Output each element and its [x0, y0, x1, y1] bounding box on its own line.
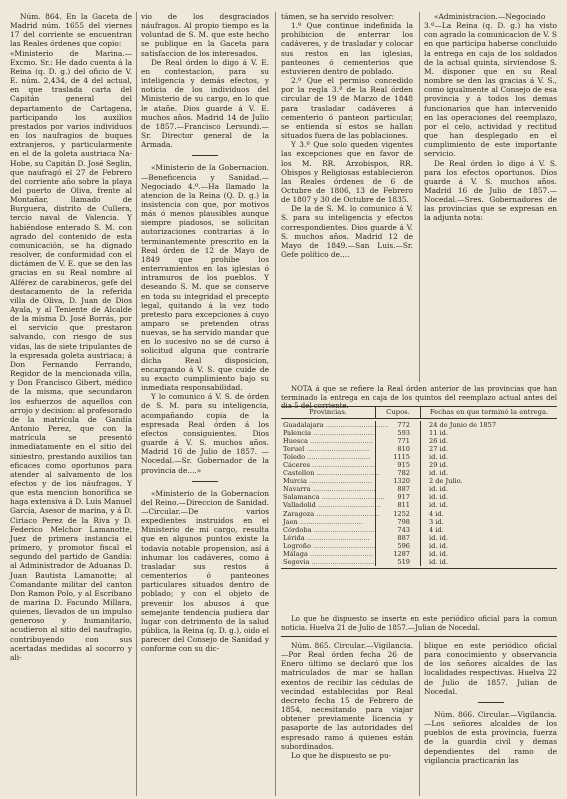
cell-provincia: Zaragoza ..............................	[283, 509, 380, 518]
cell-provincia: Cáceres ..............................	[283, 461, 375, 470]
cell-cupo: 519	[397, 557, 410, 566]
paragraph: «Ministerio de la Gobernacion del Reino.—Direccion de Sanidad.—Circular.—De varios expedientes instruidos en el Ministerio de mi cargo, resulta que en algunos puntos existe la todavía notable propension, así á inhumar los cadáveres, como á trasladar sus restos á cementerios ó panteones particulares situados dentro de poblado; y con el objeto de prevenir los abusos á que semejante tendencia pudiera dar lugar con detrimento de la salud pública, la Reina (q. D. g.), oido el parecer del Consejo de Sanidad y conforme con su dic-	[141, 488, 269, 654]
cell-cupo: 771	[397, 437, 410, 446]
paragraph: «Ministerio de Marina.— Excmo. Sr.: He dado cuenta á la Reina (q. D. g.) del oficio de V. E. núm. 2,434, de 4 del actual, en que traslada carta del Capitán general del departamento de Cartagena, participando los auxilios prestados por varios individuos en los naufragios de buques extranjeros, y particularmente en el de la goleta austriaca Na-Hobe, su Capitán D. José Seglin, que naufragó el 27 de Febrero del corriente año sobre la playa del puerto de Oliva, frente al Montañar, llamado de Burguera, distrito de Cullera, tercio naval de Valencia. Y habiéndose enterado S. M. con agrado del contenido de esta comunicación, se ha dignado resolver, de conformidad con el dictámen de V. E. que se den las gracias en su Real nombre al Alférez de carabineros, gefe del destacamento de la referida villa de Oliva, D. Juan de Dios Ayala, y al Teniente de Alcalde de la misma D. José Borrás, por el servicio que prestaron salvando, con riesgo de sus vidas, las de siete tripulantes de la espresada goleta austriaca; á Don Fernando Ferrando, Regidor de la mencionada villa, y Don Francisco Gibert, médico de la misma, que secundaron los esfuerzos de aquellos con arrojo y decision: al profesorado de la matrícula de Gandía Antonio Perez, que con la matrícula se presentó inmediatamente en el sitio del siniestro, prestando auxilios tan eficaces como oportunos para atender al salvamento de los efectos y de los náufragos. Y que esta mencion honorífica se haga extensiva á D. Luis Manuel García, Asesor de marina, y á D. Ciriaco Perez de la Riva y D. Federico Melchor Lamanotte, Juez de primera instancia el primero, y promotor fiscal el segundo del partido de Gandía: al Administrador de Aduanas D. Juan Bautista Lamanotte; al Comandante militar del canton Don Ramon Polo, y al Escribano de marina D. Facundo Millara, quienes, llevados de un impulso generoso y humanitario, acudieron al sitio del naufragio, contribuyendo con sus acertadas medidas al socorro y ali-	[10, 48, 132, 662]
cell-cupo: 810	[397, 445, 410, 454]
article-separator	[192, 155, 218, 156]
cell-cupo: 1115	[393, 453, 410, 462]
paragraph: Y lo comunico á V. S. de órden de S. M. para su inteligencia, acompañando copia de la espresada Real órden á los efectos consiguientes. Dios guarde á V. S. muchos años. Madrid 16 de Julio de 1857. —Nocedal.—Sr. Gobernador de la provincia de....»	[141, 392, 269, 475]
paragraph: Núm. 866. Circular.—Vigilancia.—Los señores alcaldes de los pueblos de esta provincia, fuerza de la guardia civil y demas dependientes del ramo de vigilancia practicarán las	[424, 709, 557, 765]
cell-cupo: 772	[397, 421, 410, 429]
column-1	[10, 12, 132, 796]
article-separator	[192, 481, 218, 482]
column-4	[424, 12, 557, 382]
cell-fecha: id. id.	[429, 557, 448, 566]
cell-provincia: Castellon ..............................	[283, 469, 380, 478]
paragraph: támen, se ha servido resolver:	[281, 12, 395, 21]
cell-fecha: id. id.	[429, 533, 448, 542]
cell-cupo: 782	[397, 469, 410, 478]
cell-cupo: 743	[397, 525, 410, 534]
cell-fecha: 24 de Junio de 1857	[429, 421, 497, 429]
cell-provincia: Logroño ..............................	[283, 541, 376, 550]
provinces-table	[281, 406, 557, 611]
table-footnote	[281, 615, 557, 632]
paragraph: De Real órden lo digo á V. S. para los efectos oportunos. Dios guarde á V. S. muchos años. Madrid 16 de Julio de 1857.—Nocedal.—Sres. Gobernadores de las provincias que se expresan en la adjunta nota:	[424, 158, 557, 223]
cell-provincia: Córdoba ..............................	[283, 525, 377, 534]
cell-cupo: 917	[397, 493, 410, 502]
column-cupos	[375, 421, 421, 566]
cell-provincia: Segovia ..............................	[283, 557, 375, 566]
table-body	[281, 419, 557, 566]
column-fechas	[421, 421, 557, 566]
column-rule	[136, 12, 137, 796]
paragraph: Lo que he dispuesto se pu-	[291, 750, 392, 760]
cell-fecha: id. id.	[429, 541, 448, 550]
cell-provincia: Jaen ..............................	[283, 517, 363, 526]
cell-fecha: 27 id.	[429, 445, 448, 454]
cell-fecha: 3 id.	[429, 517, 444, 526]
paragraph: Núm. 865. Circular.—Vigilancia.—Por Real órden fecha 26 de Enero último se declaró que los matriculados de mar se hallan exentos de recibir las cédulas de vecindad establecidas por Real decreto fecha 15 de Febrero de 1854, necesitando para viajar obtener previamente licencia y pasaporte de las autoridades del espresado ramo á quienes están subordinados.	[281, 641, 413, 751]
paragraph: vio de los desgraciados náufragos. Al propio tiempo es la voluntad de S. M. que este hecho se publique en la Gaceta para satisfaccion de los interesados.	[141, 12, 269, 58]
cell-fecha: 29 id.	[429, 461, 448, 470]
column-2	[141, 12, 269, 796]
column-rule	[419, 641, 420, 796]
header-fechas: Fechas en que terminó la entrega.	[429, 408, 549, 417]
cell-cupo: 596	[397, 541, 410, 550]
article-separator	[478, 702, 504, 703]
column-4-lower	[424, 641, 557, 796]
cell-cupo: 811	[397, 501, 410, 510]
cell-cupo: 798	[397, 517, 410, 526]
column-3	[281, 12, 413, 382]
footnote-text: Lo que he dispuesto se inserte en este periódico oficial para la comun noticia. Huelva 21 de Julio de 1857.—Julian de Nocedal.	[281, 615, 557, 632]
cell-fecha: 4 id.	[429, 525, 444, 534]
cell-provincia: Salamanca ..............................	[283, 493, 385, 502]
table-header	[281, 406, 557, 419]
cell-cupo: 915	[397, 461, 410, 470]
cell-fecha: 26 id.	[429, 437, 448, 446]
section-divider	[281, 636, 557, 637]
column-3-lower	[281, 641, 413, 796]
table-bottom-rule	[281, 568, 557, 569]
header-cupos: Cupos.	[375, 406, 421, 419]
column-rule	[419, 12, 420, 382]
paragraph: «Administracion.—Negociado 3.º—La Reina (q. D. g.) ha visto con agrado la comunicacion de V. S en que participa haberse concluido la entrega en caja de los soldados de la actual quinta, sirviendose S. M. disponer que en su Real nombre se den las gracias á V. S., como igualmente al Consejo de esa provincia y á todos los demas funcionarios que han intervenido en las operaciones del reemplazo, por el celo, actividad y rectitud que han desplegado en el cumplimiento de este importante servicio.	[424, 12, 557, 159]
cell-provincia: Teruel ..............................	[283, 445, 370, 454]
cell-provincia: Guadalajara ..............................	[283, 421, 389, 429]
cell-provincia: Navarra ..............................	[283, 485, 376, 494]
cell-fecha: id. id.	[429, 453, 448, 462]
column-rule	[275, 12, 276, 796]
paragraph: De la de S. M. lo comunico á V. S. para su inteligencia y efectos correspondientes. Dios guarde á V. S. muchos años. Madrid 12 de Mayo de 1849.—San Luis.—Sr. Gefe político de....	[281, 204, 413, 260]
cell-provincia: Palencia ..............................	[283, 429, 377, 438]
paragraph: Y 3.º Que solo queden vigentes las excepciones que en favor de los M. RR. Arzobispos, RR. Obispos y Religiosas establecieron las Reales órdenes de 6 de Octubre de 1806, 13 de Febrero de 1807 y 30 de Octubre de 1835.	[281, 140, 413, 205]
paragraph: 2.º Que el permiso concedido por la regla 3.ª de la Real órden circular de 19 de Marzo de 1848 para trasladar cadáveres á cementerio ó panteon particular, se entienda sí estos se hallan situados fuera de las poblaciones.	[281, 76, 413, 141]
cell-fecha: id. id.	[429, 501, 448, 510]
cell-provincia: Lérida ..............................	[283, 533, 370, 542]
paragraph: blique en este periódico oficial para conocimiento y observancia de los señores alcaldes de las localidades respectivas. Huelva 22 de Julio de 1857. Julian de Nocedal.	[424, 641, 557, 696]
cell-fecha: 4 id.	[429, 509, 444, 518]
cell-provincia: Murcia ..............................	[283, 477, 372, 486]
paragraph: Núm. 864. En la Gaceta de Madrid núm. 1655 del viernes 17 del corriente se encuentran las Reales órdenes que copio:	[10, 12, 132, 49]
cell-cupo: 1287	[393, 549, 410, 558]
cell-provincia: Valladolid ..............................	[283, 501, 381, 510]
column-provincias	[281, 421, 389, 566]
paragraph: De Real órden lo digo á V. E. en contestacion, para su inteligencia y demás efectos, y noticia de los individuos del Ministerio de su cargo, en lo que le atañe. Dios guarde á V. E. muchos años. Madrid 14 de Julio de 1857.—Francisco Lersundi.— Sr. Director general de la Armada.	[141, 57, 269, 150]
cell-cupo: 887	[397, 485, 410, 494]
cell-cupo: 1252	[393, 509, 410, 518]
cell-fecha: id. id.	[429, 549, 448, 558]
cell-cupo: 1320	[393, 477, 410, 486]
cell-fecha: id. id.	[429, 485, 448, 494]
cell-cupo: 593	[397, 429, 410, 438]
paragraph: «Ministerio de la Gobernacion.—Beneficencia y Sanidad.—Negociado 4.º.—Ha llamado la atencion de la Reina (Q. D. g.) la insistencia con que, por motivos más ó menos plausibles aunque siempre piadosos, se solicitan autorizaciones contrarias á lo terminantemente prescrito en la Real órden de 12 de Mayo de 1849 que prohibe los enterramientos en las iglesias ó intramuros de los pueblos. Y deseando S. M. que se conserve en toda su integridad el precepto legal, quitando á la vez todo pretesto para excepciones á cuyo amparo se pretenden otras nuevas, se ha servido mandar que en lo sucesivo no se dé curso á solicitud alguna que contraríe dicha Real disposicion, encargando á V. S. que cuide de su exacto cumplimiento bajo su inmediata responsabilidad.	[141, 163, 269, 393]
nota-text: NOTA á que se refiere la Real órden anterior de las provincias que han terminado la entrega en caja de los quintos del reemplazo actual antes del dia 5 del corriente.	[281, 385, 557, 411]
cell-fecha: 2 de Julio.	[429, 477, 463, 486]
cell-fecha: id. id.	[429, 493, 448, 502]
cell-cupo: 887	[397, 533, 410, 542]
header-provincias: Provincias.	[309, 408, 347, 417]
cell-fecha: id. id.	[429, 469, 448, 478]
cell-provincia: Huesca ..............................	[283, 437, 373, 446]
cell-fecha: 11 id.	[429, 429, 448, 438]
cell-provincia: Málaga ..............................	[283, 549, 373, 558]
cell-provincia: Toledo ..............................	[283, 453, 371, 462]
paragraph: 1.º Que continue indefinida la prohibicion de enterrar los cadáveres, y de trasladar y colocar sus restos en las iglesias, panteones ó cementerios que estuvieren dentro de poblado.	[281, 21, 413, 76]
